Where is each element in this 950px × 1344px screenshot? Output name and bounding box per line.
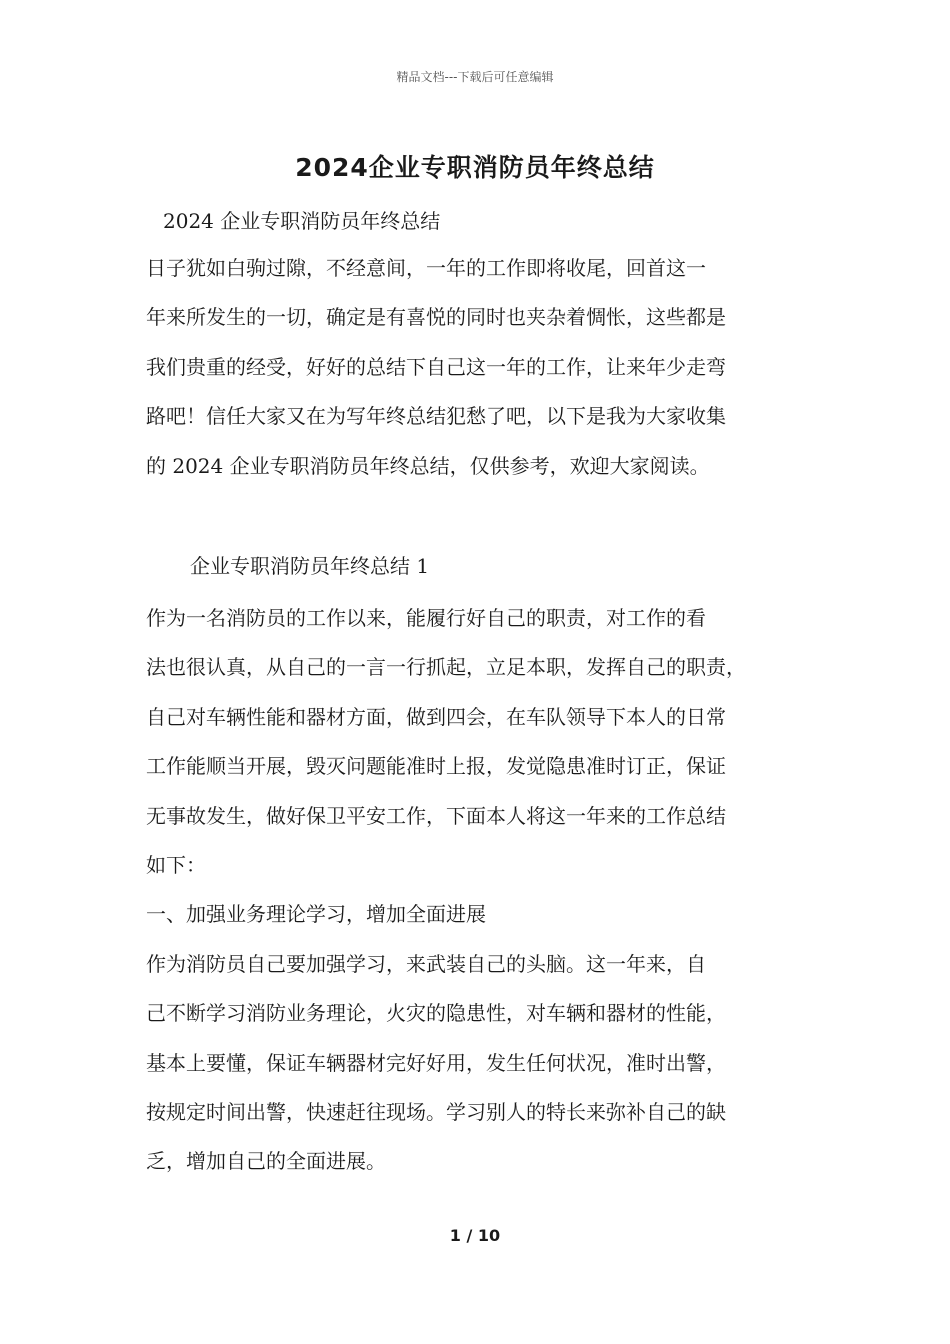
subheading-line: 一、加强业务理论学习，增加全面进展	[146, 902, 486, 927]
text-line: 自己对车辆性能和器材方面，做到四会，在车队领导下本人的日常	[146, 704, 726, 729]
text-line: 作为消防员自己要加强学习，来武装自己的头脑。这一年来，自	[146, 951, 706, 976]
text-line: 的 2024 企业专职消防员年终总结，仅供参考，欢迎大家阅读。	[146, 453, 710, 478]
text-line: 法也很认真，从自己的一言一行抓起，立足本职，发挥自己的职责，	[146, 655, 746, 680]
document-title: 2024企业专职消防员年终总结	[295, 153, 655, 182]
intro-paragraph	[146, 244, 826, 491]
text-line: 基本上要懂，保证车辆器材完好好用，发生任何状况，准时出警，	[146, 1050, 726, 1075]
text-line: 无事故发生，做好保卫平安工作，下面本人将这一年来的工作总结	[146, 803, 726, 828]
text-line: 我们贵重的经受，好好的总结下自己这一年的工作，让来年少走弯	[146, 354, 726, 379]
section-title: 企业专职消防员年终总结 1	[190, 554, 430, 578]
text-line: 工作能顺当开展，毁灭问题能准时上报，发觉隐患准时订正，保证	[146, 754, 726, 779]
text-line: 作为一名消防员的工作以来，能履行好自己的职责，对工作的看	[146, 606, 706, 630]
header-note: 精品文档---下载后可任意编辑	[396, 70, 554, 84]
document-subtitle: 2024 企业专职消防员年终总结	[163, 209, 441, 233]
text-line: 年来所发生的一切，确定是有喜悦的同时也夹杂着惆怅，这些都是	[146, 305, 726, 330]
text-line: 路吧！信任大家又在为写年终总结犯愁了吧，以下是我为大家收集	[146, 404, 726, 429]
page-number: 1 / 10	[449, 1226, 501, 1245]
section-body	[146, 594, 826, 1187]
text-line: 日子犹如白驹过隙，不经意间，一年的工作即将收尾，回首这一	[146, 256, 706, 280]
text-line: 乏，增加自己的全面进展。	[146, 1149, 386, 1174]
text-line: 如下：	[146, 852, 206, 877]
text-line: 按规定时间出警，快速赶往现场。学习别人的特长来弥补自己的缺	[146, 1099, 726, 1124]
text-line: 己不断学习消防业务理论，火灾的隐患性，对车辆和器材的性能，	[146, 1001, 726, 1026]
